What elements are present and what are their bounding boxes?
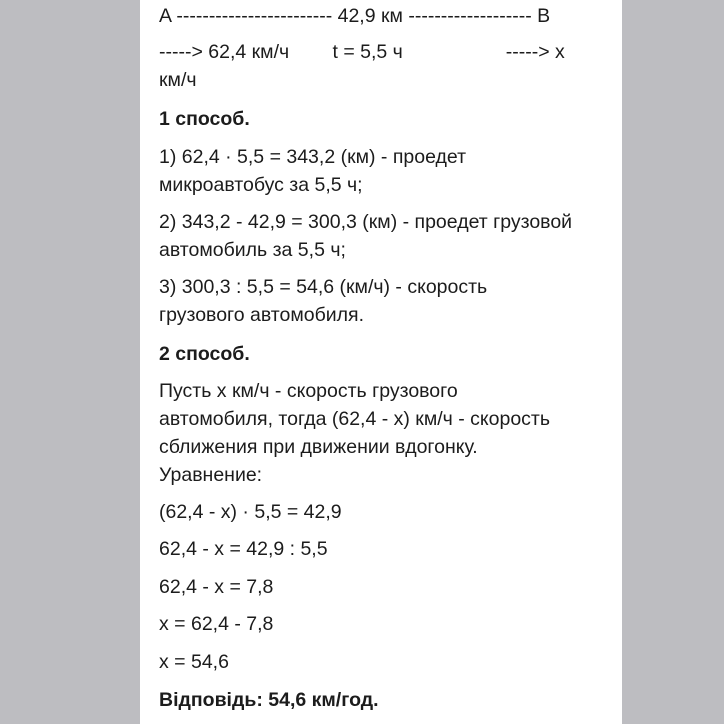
scheme-line-2: -----> 62,4 км/ч t = 5,5 ч -----> x <box>159 41 565 63</box>
method-1-heading: 1 способ. <box>159 108 250 130</box>
equation-4: x = 62,4 - 7,8 <box>159 613 274 635</box>
method-2-intro-line-1: Пусть x км/ч - скорость грузового <box>159 380 458 402</box>
method-1-step-1-line-2: микроавтобус за 5,5 ч; <box>159 174 363 196</box>
equation-3: 62,4 - x = 7,8 <box>159 576 274 598</box>
equation-2: 62,4 - x = 42,9 : 5,5 <box>159 538 328 560</box>
method-1-step-3-line-1: 3) 300,3 : 5,5 = 54,6 (км/ч) - скорость <box>159 276 488 298</box>
scheme-line-3: км/ч <box>159 69 197 91</box>
method-1-step-2-line-2: автомобиль за 5,5 ч; <box>159 239 346 261</box>
method-1-step-3-line-2: грузового автомобиля. <box>159 304 364 326</box>
method-2-intro-line-4: Уравнение: <box>159 464 263 486</box>
method-2-intro-line-2: автомобиля, тогда (62,4 - x) км/ч - скорость <box>159 408 551 430</box>
equation-1: (62,4 - x) · 5,5 = 42,9 <box>159 501 342 523</box>
answer: Відповідь: 54,6 км/год. <box>159 689 379 711</box>
equation-5: x = 54,6 <box>159 651 229 673</box>
method-1-step-2-line-1: 2) 343,2 - 42,9 = 300,3 (км) - проедет грузовой <box>159 211 573 233</box>
method-2-heading: 2 способ. <box>159 343 250 365</box>
method-2-intro-line-3: сближения при движении вдогонку. <box>159 436 478 458</box>
scheme-line-1: A ------------------------ 42,9 км ------------------- B <box>159 5 551 27</box>
document-page <box>140 0 622 724</box>
method-1-step-1-line-1: 1) 62,4 · 5,5 = 343,2 (км) - проедет <box>159 146 467 168</box>
